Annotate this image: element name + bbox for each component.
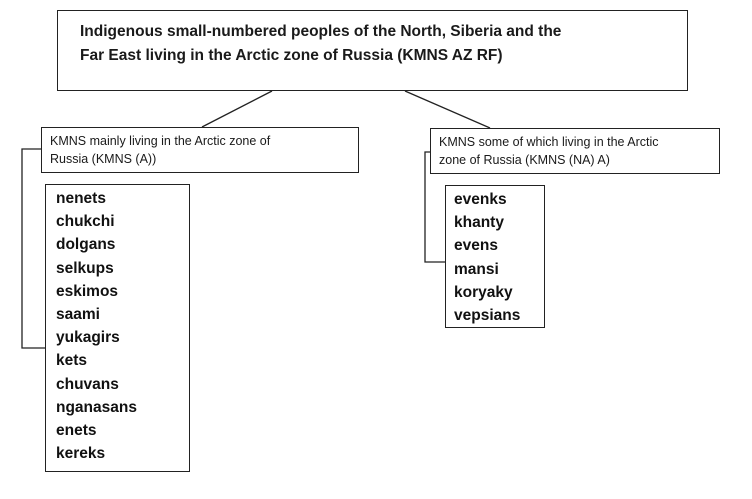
list-item: vepsians <box>454 307 521 325</box>
list-item: eskimos <box>56 282 119 300</box>
list-item: mansi <box>454 260 499 278</box>
root-title-line2: Far East living in the Arctic zone of Russia (KMNS AZ RF) <box>80 47 503 64</box>
list-item: enets <box>56 422 97 440</box>
list-item: selkups <box>56 259 114 277</box>
right-category-node <box>430 128 720 174</box>
list-item: evens <box>454 237 498 255</box>
left-peoples-list <box>45 184 190 472</box>
list-item: koryaky <box>454 283 513 301</box>
right-title-line2: zone of Russia (KMNS (NA) A) <box>439 153 610 167</box>
right-peoples-list <box>445 185 545 328</box>
bracket-left <box>22 149 45 348</box>
list-item: nganasans <box>56 398 137 416</box>
root-title-line1: Indigenous small-numbered peoples of the North, Siberia and the <box>80 23 562 40</box>
root-title <box>80 20 667 68</box>
left-category-node <box>41 127 359 173</box>
list-item: chuvans <box>56 375 119 393</box>
left-title-line2: Russia (KMNS (A)) <box>50 152 157 166</box>
list-item: evenks <box>454 191 507 208</box>
connector-root-to-right <box>405 91 490 128</box>
list-item: saami <box>56 306 100 324</box>
right-category-title <box>439 133 711 169</box>
list-item: yukagirs <box>56 329 120 347</box>
list-item: chukchi <box>56 213 115 231</box>
list-item: kereks <box>56 445 106 463</box>
list-item: kets <box>56 352 88 370</box>
list-item: dolgans <box>56 236 116 254</box>
left-title-line1: KMNS mainly living in the Arctic zone of <box>50 134 271 148</box>
right-title-line1: KMNS some of which living in the Arctic <box>439 135 659 149</box>
root-node <box>57 10 688 91</box>
left-category-title <box>50 132 350 168</box>
list-item: khanty <box>454 214 504 232</box>
list-item: nenets <box>56 190 106 207</box>
connector-root-to-left <box>202 91 272 127</box>
